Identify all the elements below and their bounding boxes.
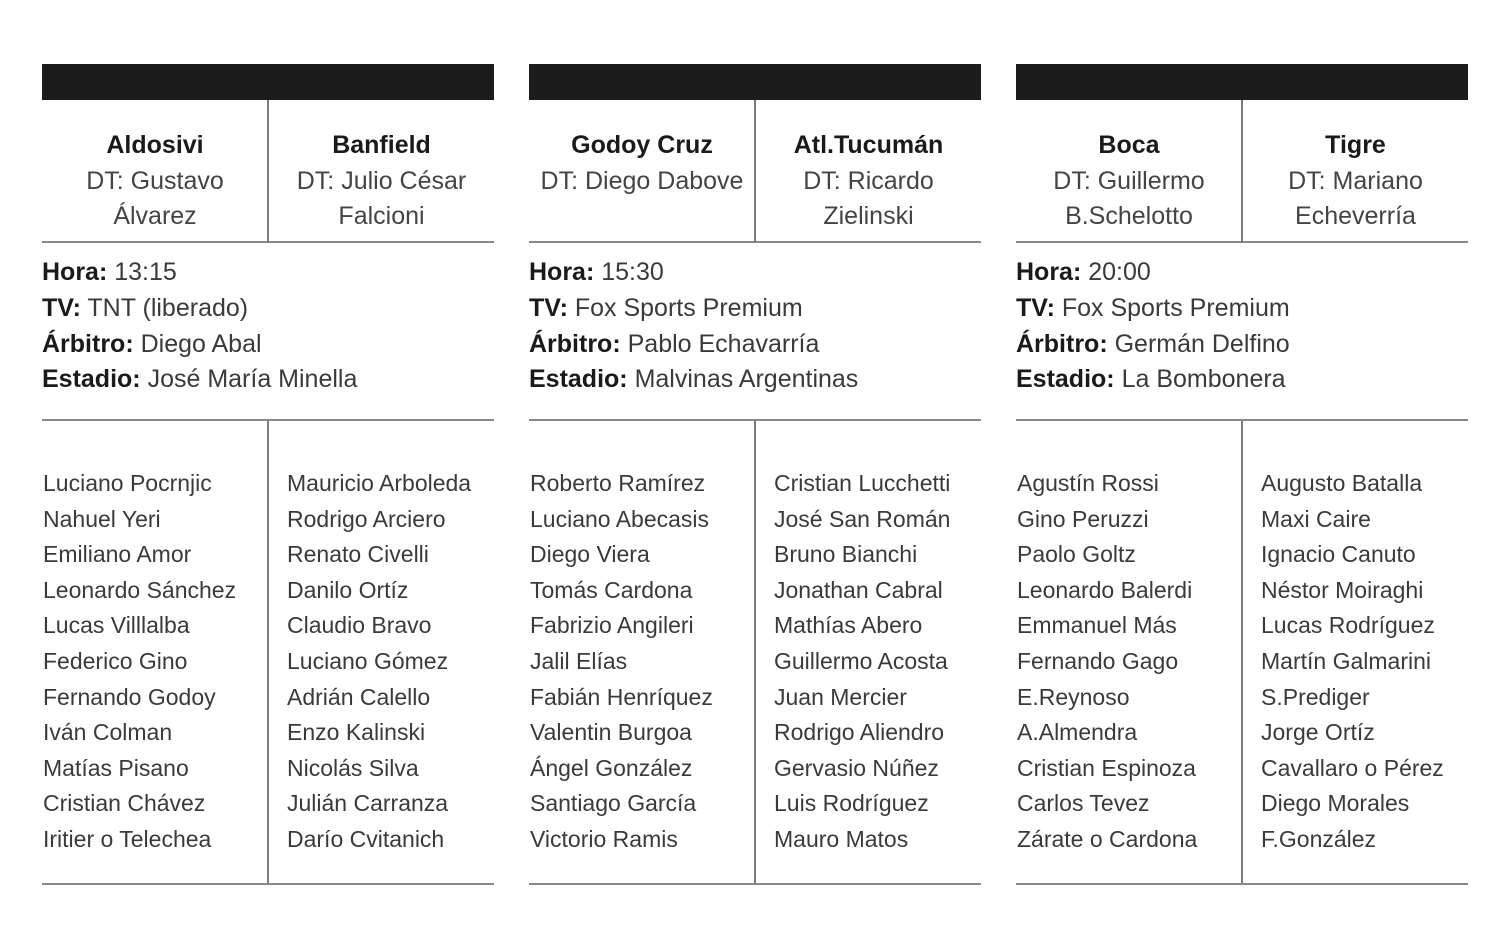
stadium-value: José María Minella [147, 365, 358, 394]
player-name: Jalil Elías [530, 647, 628, 674]
bottom-rule [529, 883, 981, 885]
player-name: Néstor Moiraghi [1261, 576, 1424, 603]
lineups-column-divider [754, 421, 756, 883]
away-team-name: Tigre [1325, 131, 1386, 159]
bottom-rule [42, 883, 494, 885]
stadium-label: Estadio: [1016, 365, 1115, 394]
player-name: Ángel González [530, 754, 693, 781]
away-lineup [1261, 466, 1466, 858]
lineups-column-divider [1241, 421, 1243, 883]
player-name: Victorio Ramis [530, 825, 678, 852]
home-team-name: Aldosivi [106, 131, 204, 159]
player-name: Mathías Abero [774, 612, 923, 639]
referee-label: Árbitro: [529, 329, 621, 358]
stadium-value: Malvinas Argentinas [634, 365, 859, 394]
home-team [529, 100, 755, 241]
time-row [42, 255, 494, 291]
player-name: Maxi Caire [1261, 505, 1371, 532]
match-card [529, 64, 981, 885]
player-name: Diego Viera [530, 541, 650, 568]
time-label: Hora: [1016, 258, 1082, 286]
player-name: Agustín Rossi [1017, 470, 1159, 496]
player-name: Fernando Godoy [43, 683, 216, 710]
referee-row [1016, 327, 1468, 363]
tv-row [1016, 291, 1468, 327]
referee-row [42, 327, 494, 363]
player-name: Nicolás Silva [287, 754, 419, 781]
player-name: Martín Galmarini [1261, 647, 1431, 674]
referee-label: Árbitro: [1016, 329, 1108, 358]
player-name: Claudio Bravo [287, 612, 432, 639]
home-team-coach: DT: Diego Dabove [540, 166, 744, 195]
player-name: Leonardo Balerdi [1017, 576, 1193, 603]
away-team [1243, 100, 1468, 241]
player-name: Enzo Kalinski [287, 719, 426, 746]
player-name: Luciano Pocrnjic [43, 470, 212, 496]
player-name: Fernando Gago [1017, 647, 1179, 674]
match-info [1016, 255, 1468, 398]
tv-value: Fox Sports Premium [574, 293, 803, 322]
away-team [269, 100, 494, 241]
player-name: Lucas Villlalba [43, 612, 190, 639]
away-team-name: Atl.Tucumán [793, 131, 944, 159]
home-team-coach: DT: Gustavo Álvarez [86, 166, 224, 230]
time-value: 20:00 [1088, 258, 1151, 286]
player-name: Darío Cvitanich [287, 825, 445, 852]
stadium-row [529, 362, 981, 398]
player-name: Cristian Espinoza [1017, 754, 1196, 781]
home-team [42, 100, 268, 241]
player-name: E.Reynoso [1017, 683, 1130, 710]
player-name: Emiliano Amor [43, 541, 192, 568]
lineups-column-divider [267, 421, 269, 883]
home-lineup [43, 466, 263, 858]
player-name: Gino Peruzzi [1017, 505, 1149, 532]
player-name: Nahuel Yeri [43, 505, 161, 532]
player-name: Rodrigo Arciero [287, 505, 446, 532]
player-name: Mauro Matos [774, 825, 909, 852]
away-team [756, 100, 981, 241]
home-lineup [1017, 466, 1237, 858]
tv-row [529, 291, 981, 327]
player-name: A.Almendra [1017, 719, 1138, 746]
header-bar [42, 64, 494, 100]
match-card [42, 64, 494, 885]
away-team-name: Banfield [332, 131, 431, 159]
player-name: Tomás Cardona [530, 576, 693, 603]
player-name: Cristian Chávez [43, 790, 206, 817]
match-info [529, 255, 981, 398]
tv-value: Fox Sports Premium [1061, 293, 1290, 322]
header-bar [529, 64, 981, 100]
player-name: Adrián Calello [287, 683, 431, 710]
referee-label: Árbitro: [42, 329, 134, 358]
player-name: Iritier o Telechea [43, 825, 212, 852]
player-name: Luciano Abecasis [530, 505, 710, 532]
teams-divider [1241, 100, 1243, 243]
away-lineup [287, 466, 492, 858]
player-name: Luciano Gómez [287, 647, 449, 674]
header-bar [1016, 64, 1468, 100]
player-name: Iván Colman [43, 719, 173, 746]
player-name: Matías Pisano [43, 754, 189, 781]
referee-value: Germán Delfino [1114, 329, 1290, 358]
player-name: Lucas Rodríguez [1261, 612, 1435, 639]
player-name: Paolo Goltz [1017, 541, 1136, 568]
referee-value: Pablo Echavarría [627, 329, 820, 358]
time-row [1016, 255, 1468, 291]
player-name: Rodrigo Aliendro [774, 719, 945, 746]
player-name: Cristian Lucchetti [774, 470, 951, 496]
referee-row [529, 327, 981, 363]
tv-value: TNT (liberado) [87, 293, 249, 322]
stadium-label: Estadio: [42, 365, 141, 394]
stadium-row [1016, 362, 1468, 398]
away-lineup [774, 466, 979, 858]
player-name: Federico Gino [43, 647, 188, 674]
home-team-name: Boca [1098, 131, 1160, 159]
player-name: Bruno Bianchi [774, 541, 918, 568]
time-row [529, 255, 981, 291]
tv-row [42, 291, 494, 327]
time-value: 13:15 [114, 258, 177, 286]
time-value: 15:30 [601, 258, 664, 286]
time-label: Hora: [42, 258, 108, 286]
player-name: Julián Carranza [287, 790, 449, 817]
player-name: Carlos Tevez [1017, 790, 1150, 817]
tv-label: TV: [42, 293, 81, 322]
player-name: Valentin Burgoa [530, 719, 692, 746]
home-team-name: Godoy Cruz [571, 131, 713, 159]
tv-label: TV: [1016, 293, 1055, 322]
player-name: Danilo Ortíz [287, 576, 409, 603]
away-team-coach: DT: Julio César Falcioni [296, 166, 467, 230]
home-team [1016, 100, 1242, 241]
player-name: Fabrizio Angileri [530, 612, 694, 639]
player-name: Roberto Ramírez [530, 470, 706, 496]
teams-divider [267, 100, 269, 243]
match-info [42, 255, 494, 398]
player-name: Jorge Ortíz [1261, 719, 1375, 746]
player-name: Luis Rodríguez [774, 790, 929, 817]
away-team-coach: DT: Ricardo Zielinski [803, 166, 934, 230]
player-name: José San Román [774, 505, 951, 532]
home-team-coach: DT: Guillermo B.Schelotto [1053, 166, 1205, 230]
player-name: Guillermo Acosta [774, 647, 948, 674]
time-label: Hora: [529, 258, 595, 286]
stadium-label: Estadio: [529, 365, 628, 394]
match-card [1016, 64, 1468, 885]
bottom-rule [1016, 883, 1468, 885]
player-name: Fabián Henríquez [530, 683, 713, 710]
player-name: Ignacio Canuto [1261, 541, 1416, 568]
player-name: Santiago García [530, 790, 697, 817]
referee-value: Diego Abal [140, 329, 262, 358]
stadium-row [42, 362, 494, 398]
player-name: Juan Mercier [774, 683, 907, 710]
tv-label: TV: [529, 293, 568, 322]
player-name: Mauricio Arboleda [287, 470, 472, 496]
player-name: S.Prediger [1261, 683, 1370, 710]
player-name: Zárate o Cardona [1017, 825, 1198, 852]
player-name: Leonardo Sánchez [43, 576, 237, 603]
player-name: Diego Morales [1261, 790, 1410, 817]
home-lineup [530, 466, 750, 858]
player-name: Renato Civelli [287, 541, 429, 568]
player-name: Augusto Batalla [1261, 470, 1423, 496]
stadium-value: La Bombonera [1121, 365, 1286, 394]
player-name: Cavallaro o Pérez [1261, 754, 1444, 781]
away-team-coach: DT: Mariano Echeverría [1288, 166, 1423, 230]
player-name: Gervasio Núñez [774, 754, 939, 781]
player-name: Jonathan Cabral [774, 576, 943, 603]
player-name: F.González [1261, 825, 1377, 852]
player-name: Emmanuel Más [1017, 612, 1177, 639]
teams-divider [754, 100, 756, 243]
